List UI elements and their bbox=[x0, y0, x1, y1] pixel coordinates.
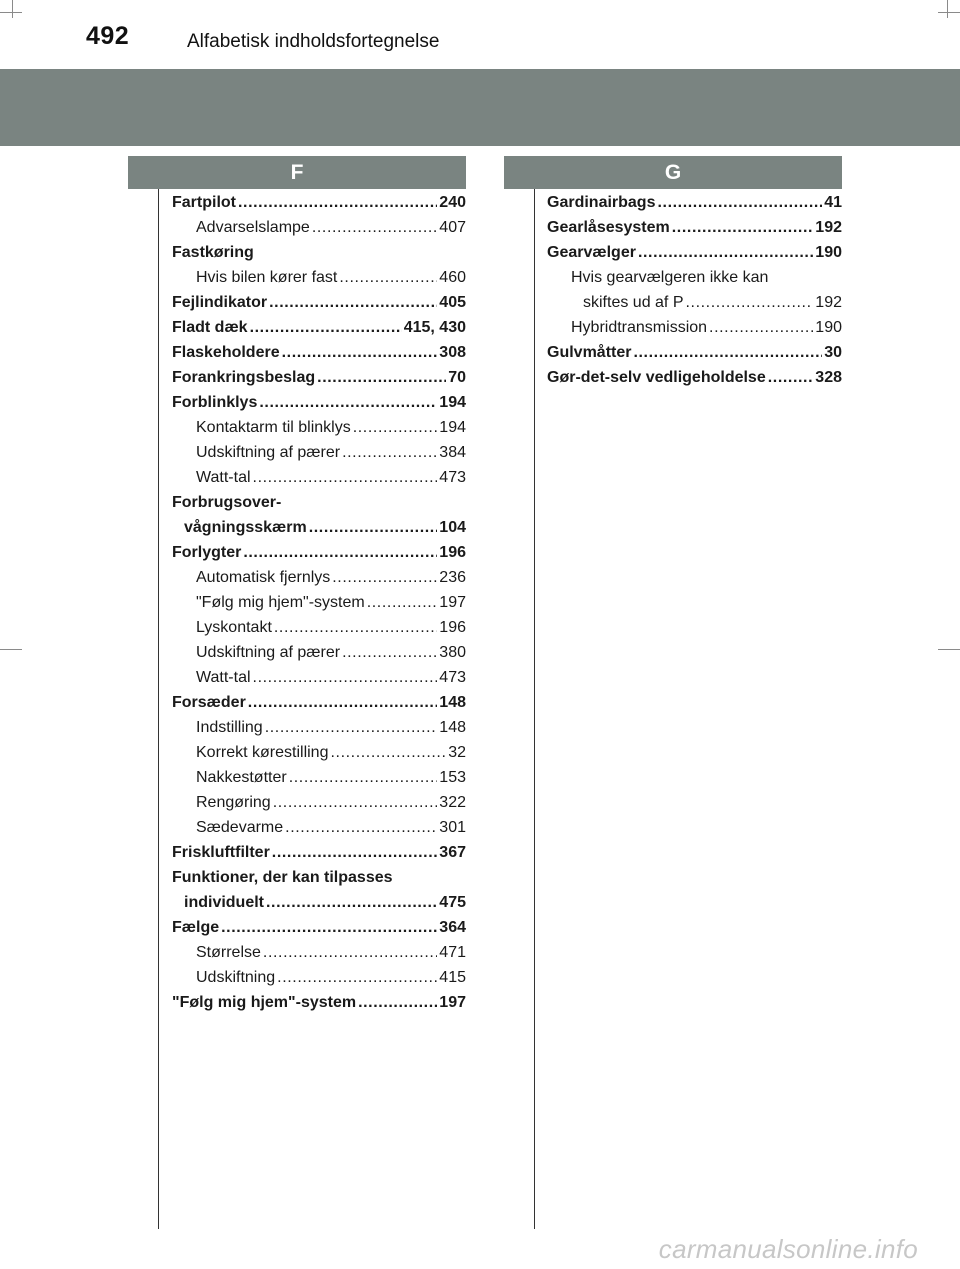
index-entry-label: Gør-det-selv vedligeholdelse bbox=[547, 369, 766, 386]
index-entry-page: 190 bbox=[815, 319, 842, 336]
watermark: carmanualsonline.info bbox=[658, 1234, 918, 1264]
section-band bbox=[0, 69, 960, 146]
dot-leader bbox=[657, 190, 822, 215]
letter-header-g: G bbox=[504, 156, 842, 189]
dot-leader bbox=[259, 390, 437, 415]
index-entry-label: Forlygter bbox=[172, 544, 242, 561]
dot-leader bbox=[221, 915, 437, 940]
index-entry bbox=[547, 190, 842, 215]
index-entry bbox=[547, 365, 842, 390]
index-entry bbox=[172, 940, 466, 965]
index-entry-label: Forbrugsover- bbox=[172, 494, 282, 511]
index-entry-page: 471 bbox=[439, 944, 466, 961]
index-entry bbox=[172, 540, 466, 565]
index-entry-label: "Følg mig hjem"-system bbox=[172, 994, 357, 1011]
index-entry-label: Kontaktarm til blinklys bbox=[196, 419, 351, 436]
index-entry bbox=[547, 315, 842, 340]
crop-mark bbox=[938, 649, 960, 650]
page-title: Alfabetisk indholdsfortegnelse bbox=[187, 31, 440, 52]
index-entry bbox=[172, 465, 466, 490]
dot-leader bbox=[253, 465, 438, 490]
index-entry-label: vågningsskærm bbox=[184, 519, 307, 536]
dot-leader bbox=[686, 290, 814, 315]
dot-leader bbox=[243, 540, 437, 565]
index-entry-page: 236 bbox=[439, 569, 466, 586]
index-entry bbox=[172, 815, 466, 840]
index-entry-page: 364 bbox=[439, 919, 466, 936]
index-entry-label: Udskiftning bbox=[196, 969, 276, 986]
dot-leader bbox=[273, 790, 438, 815]
index-entry-label: skiftes ud af P bbox=[583, 294, 684, 311]
index-entry-page: 308 bbox=[439, 344, 466, 361]
index-entry bbox=[172, 365, 466, 390]
index-entry-label: Rengøring bbox=[196, 794, 271, 811]
index-entry bbox=[172, 740, 466, 765]
index-entry-label: Fladt dæk bbox=[172, 319, 248, 336]
index-entry-label: Lyskontakt bbox=[196, 619, 272, 636]
index-entry-label: Forblinklys bbox=[172, 394, 258, 411]
index-entry bbox=[172, 840, 466, 865]
dot-leader bbox=[638, 240, 813, 265]
index-entry-page: 240 bbox=[439, 194, 466, 211]
dot-leader bbox=[253, 665, 438, 690]
dot-leader bbox=[266, 890, 437, 915]
dot-leader bbox=[282, 340, 438, 365]
index-entry-page: 415 bbox=[439, 969, 466, 986]
index-entry-page: 148 bbox=[439, 719, 466, 736]
dot-leader bbox=[367, 590, 438, 615]
dot-leader bbox=[269, 290, 437, 315]
dot-leader bbox=[309, 515, 438, 540]
index-entry bbox=[172, 265, 466, 290]
index-entry-page: 32 bbox=[448, 744, 466, 761]
index-entry-page: 196 bbox=[439, 544, 466, 561]
index-entry-label: "Følg mig hjem"-system bbox=[196, 594, 365, 611]
page-number: 492 bbox=[86, 22, 130, 50]
index-entry-label: Gardinairbags bbox=[547, 194, 656, 211]
dot-leader bbox=[353, 415, 438, 440]
index-entry-page: 367 bbox=[439, 844, 466, 861]
page-header bbox=[0, 0, 960, 60]
index-entry-page: 41 bbox=[824, 194, 842, 211]
index-entry bbox=[172, 640, 466, 665]
index-entry-label: Friskluftfilter bbox=[172, 844, 270, 861]
index-entry-label: Sædevarme bbox=[196, 819, 284, 836]
index-entry bbox=[172, 865, 466, 890]
index-entry-label: Korrekt kørestilling bbox=[196, 744, 329, 761]
index-entry bbox=[172, 665, 466, 690]
index-entry-label: Fartpilot bbox=[172, 194, 236, 211]
index-entry-page: 301 bbox=[439, 819, 466, 836]
index-entry bbox=[172, 390, 466, 415]
index-entry bbox=[547, 215, 842, 240]
dot-leader bbox=[265, 715, 438, 740]
column-divider bbox=[534, 189, 535, 1229]
index-entry bbox=[172, 340, 466, 365]
index-entry-page: 405 bbox=[439, 294, 466, 311]
index-entry-label: Gearvælger bbox=[547, 244, 636, 261]
dot-leader bbox=[272, 840, 438, 865]
index-entry-page: 192 bbox=[815, 219, 842, 236]
index-entry-label: Watt-tal bbox=[196, 669, 251, 686]
dot-leader bbox=[633, 340, 822, 365]
index-entry-page: 384 bbox=[439, 444, 466, 461]
index-entry bbox=[172, 515, 466, 540]
index-entry-page: 194 bbox=[439, 394, 466, 411]
index-entry-label: Hybridtransmission bbox=[571, 319, 708, 336]
index-column-g bbox=[547, 190, 842, 390]
dot-leader bbox=[709, 315, 813, 340]
index-entry bbox=[172, 715, 466, 740]
column-divider bbox=[158, 189, 159, 1229]
index-entry bbox=[547, 240, 842, 265]
dot-leader bbox=[274, 615, 437, 640]
index-entry-page: 322 bbox=[439, 794, 466, 811]
index-entry-label: Fælge bbox=[172, 919, 220, 936]
dot-leader bbox=[342, 440, 437, 465]
dot-leader bbox=[277, 965, 437, 990]
letter-header-f: F bbox=[128, 156, 466, 189]
index-entry-label: Watt-tal bbox=[196, 469, 251, 486]
index-column-f bbox=[172, 190, 466, 1015]
index-entry-label: Hvis gearvælgeren ikke kan bbox=[571, 269, 769, 286]
index-entry bbox=[172, 790, 466, 815]
index-entry-label: Udskiftning af pærer bbox=[196, 444, 341, 461]
index-entry bbox=[172, 565, 466, 590]
index-entry-page: 380 bbox=[439, 644, 466, 661]
dot-leader bbox=[312, 215, 437, 240]
index-entry bbox=[547, 265, 842, 290]
index-entry-label: Forankringsbeslag bbox=[172, 369, 316, 386]
index-entry-label: Størrelse bbox=[196, 944, 261, 961]
index-entry-page: 196 bbox=[439, 619, 466, 636]
index-entry bbox=[172, 440, 466, 465]
index-entry-page: 70 bbox=[448, 369, 466, 386]
index-entry-label: Indstilling bbox=[196, 719, 263, 736]
index-entry-label: Gulvmåtter bbox=[547, 344, 632, 361]
dot-leader bbox=[317, 365, 446, 390]
dot-leader bbox=[238, 190, 437, 215]
dot-leader bbox=[672, 215, 814, 240]
index-entry-page: 197 bbox=[439, 994, 466, 1011]
index-entry-page: 197 bbox=[439, 594, 466, 611]
index-entry-page: 475 bbox=[439, 894, 466, 911]
index-entry-label: Flaskeholdere bbox=[172, 344, 280, 361]
index-entry-label: individuelt bbox=[184, 894, 264, 911]
index-entry bbox=[172, 290, 466, 315]
dot-leader bbox=[332, 565, 437, 590]
index-entry-page: 328 bbox=[815, 369, 842, 386]
index-entry bbox=[172, 415, 466, 440]
index-entry-label: Hvis bilen kører fast bbox=[196, 269, 338, 286]
dot-leader bbox=[342, 640, 437, 665]
index-entry-page: 30 bbox=[824, 344, 842, 361]
index-entry-page: 194 bbox=[439, 419, 466, 436]
index-entry-label: Fejlindikator bbox=[172, 294, 268, 311]
index-entry-label: Gearlåsesystem bbox=[547, 219, 670, 236]
index-entry-page: 148 bbox=[439, 694, 466, 711]
index-entry-label: Udskiftning af pærer bbox=[196, 644, 341, 661]
index-entry bbox=[172, 990, 466, 1015]
dot-leader bbox=[339, 265, 437, 290]
dot-leader bbox=[263, 940, 437, 965]
index-entry bbox=[172, 690, 466, 715]
dot-leader bbox=[330, 740, 446, 765]
index-entry-label: Forsæder bbox=[172, 694, 246, 711]
index-entry-page: 407 bbox=[439, 219, 466, 236]
dot-leader bbox=[768, 365, 814, 390]
index-entry-page: 192 bbox=[815, 294, 842, 311]
index-entry-label: Nakkestøtter bbox=[196, 769, 287, 786]
index-entry-page: 473 bbox=[439, 469, 466, 486]
dot-leader bbox=[250, 315, 402, 340]
index-entry bbox=[172, 240, 466, 265]
index-entry bbox=[172, 215, 466, 240]
index-entry-label: Funktioner, der kan tilpasses bbox=[172, 869, 393, 886]
index-entry bbox=[547, 340, 842, 365]
index-entry-page: 190 bbox=[815, 244, 842, 261]
index-entry-label: Advarselslampe bbox=[196, 219, 310, 236]
index-entry bbox=[172, 315, 466, 340]
index-entry bbox=[172, 765, 466, 790]
dot-leader bbox=[358, 990, 437, 1015]
index-entry-page: 153 bbox=[439, 769, 466, 786]
dot-leader bbox=[289, 765, 438, 790]
index-entry bbox=[172, 490, 466, 515]
index-entry-page: 104 bbox=[439, 519, 466, 536]
index-entry bbox=[172, 190, 466, 215]
index-entry bbox=[172, 590, 466, 615]
dot-leader bbox=[285, 815, 437, 840]
index-entry bbox=[172, 915, 466, 940]
index-entry bbox=[172, 890, 466, 915]
index-entry-label: Automatisk fjernlys bbox=[196, 569, 331, 586]
index-entry-page: 473 bbox=[439, 669, 466, 686]
crop-mark bbox=[0, 649, 22, 650]
index-entry-label: Fastkøring bbox=[172, 244, 254, 261]
index-entry-page: 460 bbox=[439, 269, 466, 286]
dot-leader bbox=[248, 690, 438, 715]
index-entry bbox=[172, 615, 466, 640]
index-entry bbox=[172, 965, 466, 990]
index-entry bbox=[547, 290, 842, 315]
index-entry-page: 415, 430 bbox=[403, 319, 466, 336]
